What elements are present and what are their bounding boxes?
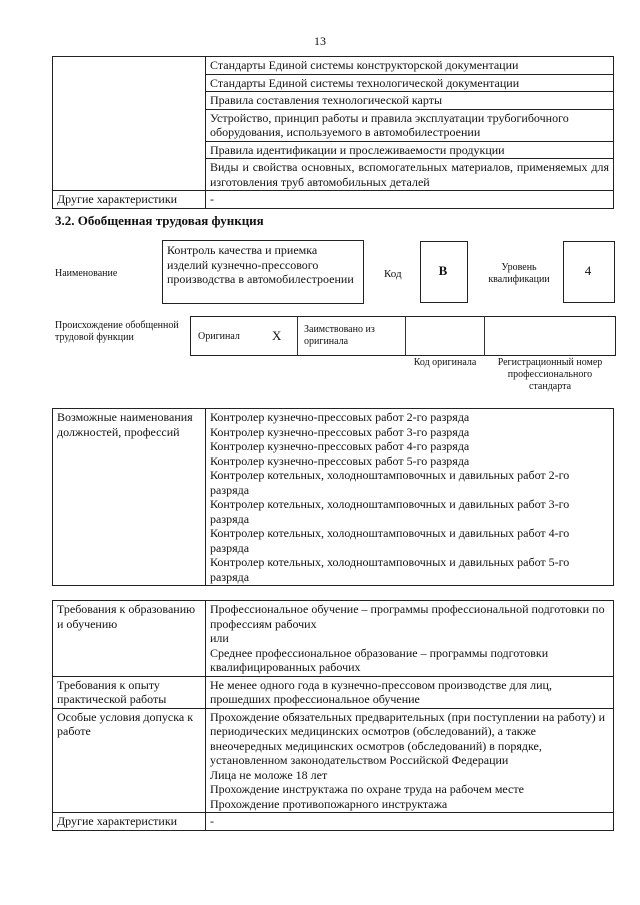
knowledge-item: Правила составления технологической карты [206,92,614,110]
conditions-value [206,708,614,813]
other-characteristics-label: Другие характеристики [53,813,206,831]
knowledge-item: Стандарты Единой системы конструкторской документации [206,57,614,75]
origin-divider [484,316,485,356]
requirements-table [52,600,614,831]
conditions-label: Особые условия допуска к работе [53,708,206,813]
position-item: Контролер котельных, холодноштамповочных и давильных работ 4-го разряда [210,526,570,555]
reg-number-caption: Регистрационный номер профессионального стандарта [497,357,603,392]
condition-item: Прохождение обязательных предварительных (при поступлении на работу) и периодических медицинских осмотров (обследований), а также внеочередных медицинских осмотров (обследований) в порядке, установленном законодательством Российской Федерации [210,709,606,767]
name-label: Наименование [55,268,118,279]
name-value: Контроль качества и приемка изделий кузнечно-прессового производства в автомобилестроении [167,243,354,286]
education-value [206,601,614,677]
knowledge-item: Устройство, принцип работы и правила эксплуатации трубогибочного оборудования, используемого в автомобилестроении [206,109,614,141]
education-label: Требования к образованию и обучению [53,601,206,677]
level-label: Уровень квалификации [488,262,550,285]
position-item: Контролер котельных, холодноштамповочных и давильных работ 2-го разряда [210,468,570,497]
position-item: Контролер кузнечно-прессовых работ 2-го разряда [210,410,470,424]
position-item: Контролер котельных, холодноштамповочных и давильных работ 3-го разряда [210,497,570,526]
knowledge-item: Виды и свойства основных, вспомогательных материалов, применяемых для изготовления труб автомобильных деталей [206,159,614,191]
level-value: 4 [584,263,592,278]
education-item: Среднее профессиональное образование – программы подготовки квалифицированных рабочих [210,645,549,674]
position-item: Контролер кузнечно-прессовых работ 4-го разряда [210,439,470,453]
knowledge-label-cell [53,57,206,191]
original-label: Оригинал [198,331,240,342]
positions-label: Возможные наименования должностей, профессий [53,409,206,586]
positions-table [52,408,614,586]
condition-item: Прохождение инструктажа по охране труда на рабочем месте [210,782,524,796]
code-value: B [438,263,448,278]
knowledge-table [52,56,614,209]
other-characteristics-value: - [206,813,614,831]
education-item: Профессиональное обучение – программы профессиональной подготовки по профессиям рабочих [210,602,605,631]
condition-item: Прохождение противопожарного инструктажа [210,796,448,811]
origin-divider [297,316,298,356]
code-label: Код [384,268,402,280]
knowledge-item: Стандарты Единой системы технологической документации [206,74,614,92]
original-mark: X [272,328,282,343]
origin-label: Происхождение обобщенной трудовой функции [55,320,179,343]
condition-item: Лица не моложе 18 лет [210,767,328,782]
position-item: Контролер котельных, холодноштамповочных и давильных работ 5-го разряда [210,555,570,584]
other-characteristics-value: - [206,191,614,209]
knowledge-item: Правила идентификации и прослеживаемости продукции [206,141,614,159]
code-caption: Код оригинала [413,357,477,368]
borrowed-label: Заимствовано из оригинала [304,324,375,347]
other-characteristics-label: Другие характеристики [53,191,206,209]
origin-divider [405,316,406,356]
education-item: или [210,631,229,645]
position-item: Контролер кузнечно-прессовых работ 5-го разряда [210,453,470,468]
positions-list [206,409,614,586]
experience-label: Требования к опыту практической работы [53,676,206,708]
section-title: 3.2. Обобщенная трудовая функция [55,213,264,228]
position-item: Контролер кузнечно-прессовых работ 3-го разряда [210,424,470,439]
origin-box [190,316,616,356]
page-number: 13 [314,34,326,48]
experience-value: Не менее одного года в кузнечно-прессовом производстве для лиц, прошедших профессиональное обучение [206,676,614,708]
